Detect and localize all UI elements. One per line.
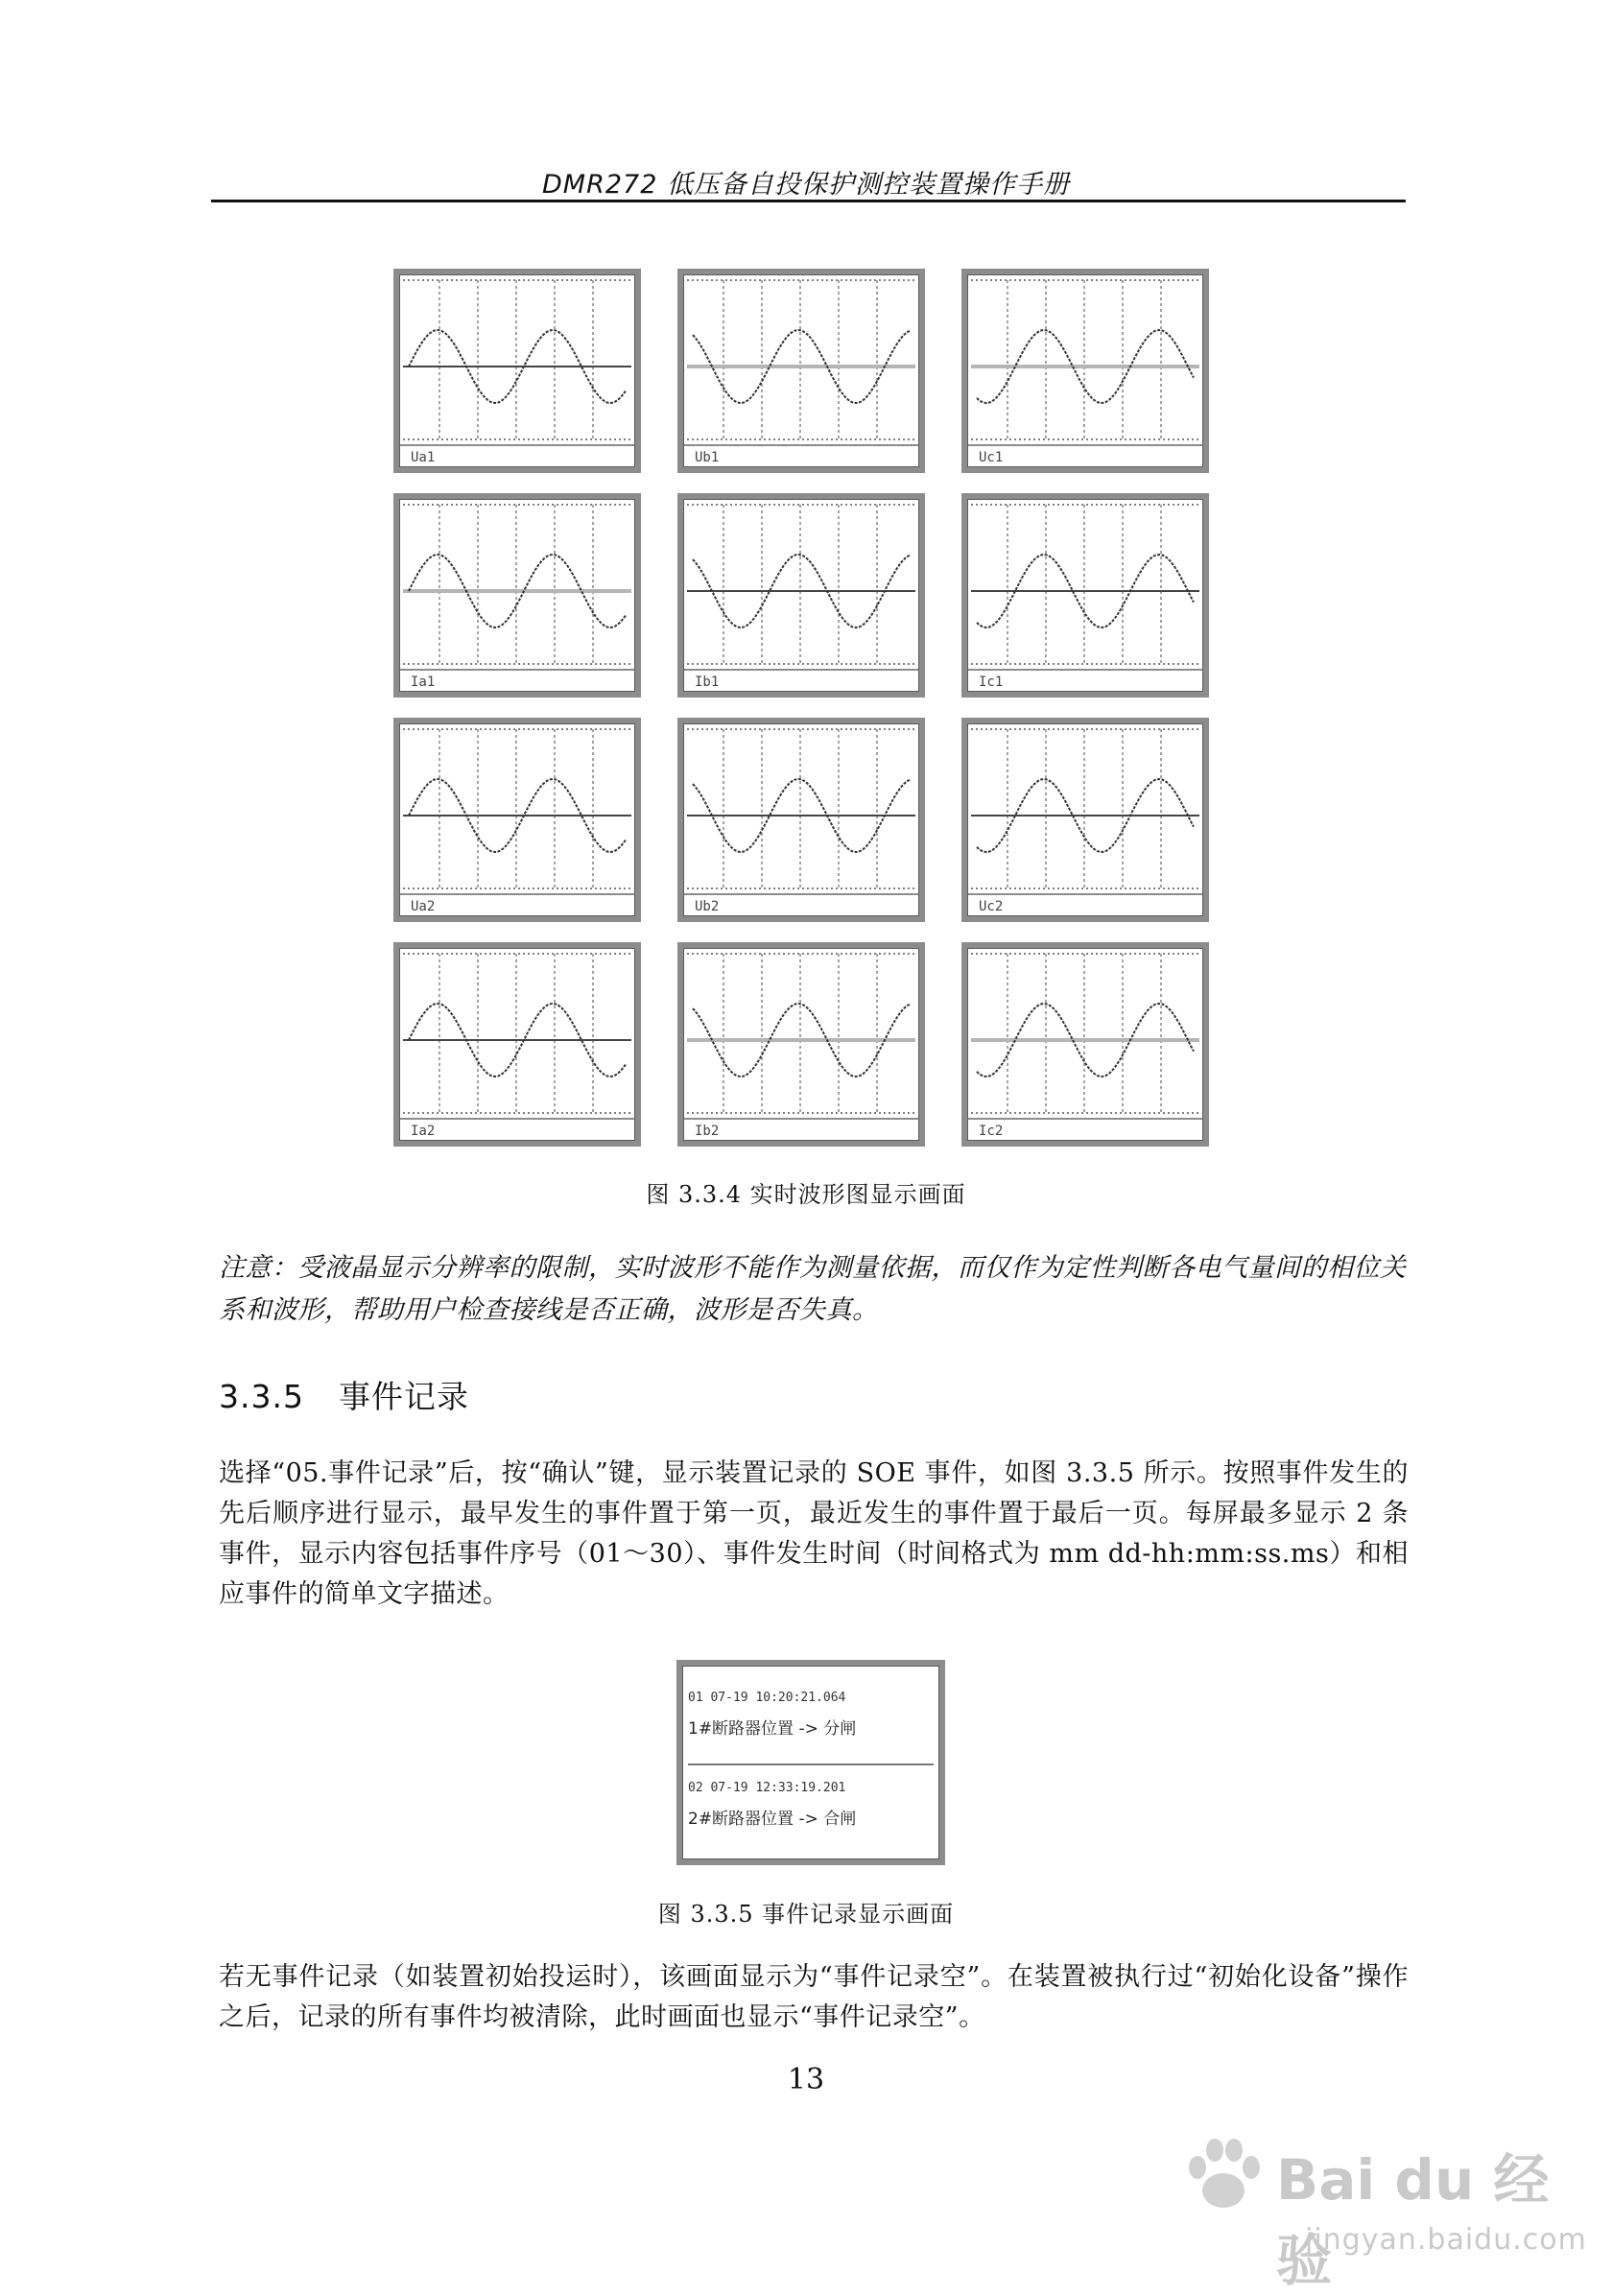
body-paragraph: 若无事件记录（如装置初始投运时），该画面显示为“事件记录空”。在装置被执行过“初始化设备”操作之后，记录的所有事件均被清除，此时画面也显示“事件记录空”。 [219,1962,1409,2032]
waveform-panel [677,269,925,473]
waveform-panel [961,493,1209,698]
waveform-label: Ic1 [979,675,1004,690]
waveform-label: Ua1 [411,450,436,465]
waveform-panel [393,269,641,473]
waveform-plot [683,948,919,1141]
waveform-plot [683,274,919,467]
figure-caption: 图 3.3.4 实时波形图显示画面 [646,1181,966,1208]
waveform-label: Ib1 [695,675,720,690]
waveform-label: Uc1 [979,450,1004,465]
watermark-brand: Bai du 经验 [1276,2147,1550,2293]
paw-logo-icon [1180,2135,1267,2221]
note-paragraph: 注意：受液晶显示分辨率的限制，实时波形不能作为测量依据，而仅作为定性判断各电气量间的相位关系和波形，帮助用户检查接线是否正确，波形是否失真。 [219,1253,1407,1325]
waveform-panel [961,942,1209,1147]
page-header-title: DMR272 低压备自投保护测控装置操作手册 [542,170,1070,200]
waveform-plot [399,948,635,1141]
waveform-plot [967,499,1203,692]
event-description: 1#断路器位置 -> 分闸 [688,1719,857,1739]
event-description: 2#断路器位置 -> 合闸 [688,1810,857,1829]
waveform-plot [683,723,919,916]
waveform-panel [393,942,641,1147]
waveform-panel [677,942,925,1147]
waveform-panel [961,269,1209,473]
waveform-plot [967,948,1203,1141]
waveform-plot [399,499,635,692]
waveform-label: Ub1 [695,450,720,465]
waveform-panel [393,718,641,922]
waveform-plot [399,274,635,467]
waveform-label: Ub2 [695,899,720,914]
event-entry [688,1691,934,1739]
event-timestamp: 01 07-19 10:20:21.064 [688,1691,846,1705]
section-heading [219,1372,469,1417]
section-number: 3.3.5 [219,1378,304,1415]
waveform-plot [967,274,1203,467]
waveform-panel [393,493,641,698]
section-title: 事件记录 [338,1378,469,1415]
waveform-label: Ic2 [979,1124,1004,1139]
waveform-panel [677,718,925,922]
waveform-panel [677,493,925,698]
waveform-plot [399,723,635,916]
waveform-plot [967,723,1203,916]
header-rule [211,200,1406,202]
waveform-panel [961,718,1209,922]
event-entry [688,1781,934,1829]
watermark-url: jingyan.baidu.com [1305,2223,1587,2257]
waveform-label: Ia1 [411,675,436,690]
waveform-plot [683,499,919,692]
waveform-grid [393,269,1228,1147]
watermark [1161,2135,1587,2293]
figure-caption: 图 3.3.5 事件记录显示画面 [657,1901,955,1928]
waveform-label: Ia2 [411,1124,436,1139]
event-divider [688,1763,934,1765]
waveform-label: Ib2 [695,1124,720,1139]
event-timestamp: 02 07-19 12:33:19.201 [688,1781,846,1795]
waveform-label: Uc2 [979,899,1004,914]
waveform-label: Ua2 [411,899,436,914]
body-paragraph: 选择“05.事件记录”后，按“确认”键，显示装置记录的 SOE 事件，如图 3.3.5 所示。按照事件发生的先后顺序进行显示，最早发生的事件置于第一页，最近发生的事件置于最后一页。每屏最多显示 2 条事件，显示内容包括事件序号（01～30）、事件发生时间（时间格式为 mm dd-hh:mm:ss.ms）和相应事件的简单文字描述。 [219,1458,1409,1609]
page-number: 13 [787,2063,825,2096]
event-record-screen [676,1660,945,1865]
